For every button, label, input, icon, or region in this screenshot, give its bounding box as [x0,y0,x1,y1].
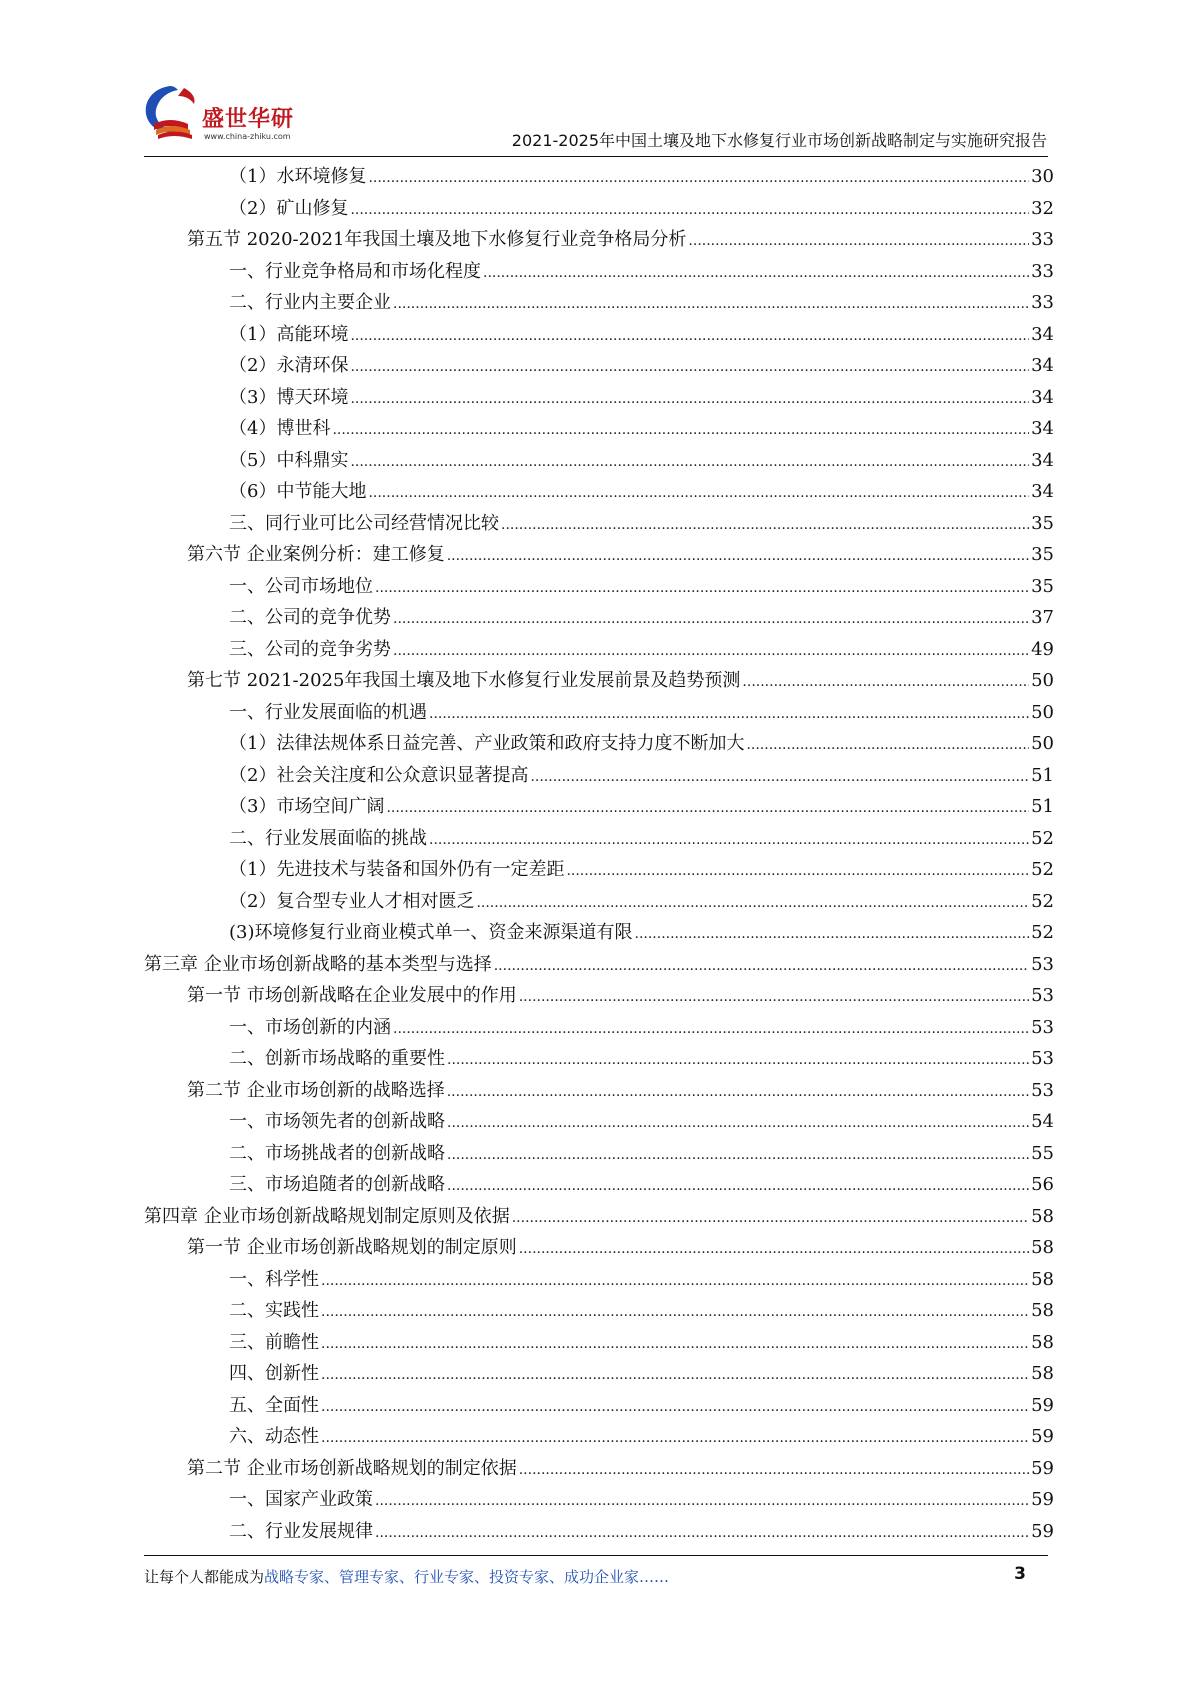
table-of-contents [0,161,1191,1547]
toc-leader-dots [350,447,1029,479]
toc-leader-dots [393,289,1029,321]
toc-entry-page: 35 [1031,512,1054,534]
toc-entry-page: 33 [1031,260,1054,282]
toc-entry-label: （2）矿山修复 [229,197,349,219]
toc-entry[interactable] [0,1232,1191,1264]
toc-entry[interactable] [0,350,1191,382]
toc-entry[interactable] [0,823,1191,855]
toc-entry-page: 53 [1031,1016,1054,1038]
toc-leader-dots [512,1203,1029,1235]
toc-entry-label: 三、前瞻性 [229,1331,319,1353]
toc-entry-label: （1）法律法规体系日益完善、产业政策和政府支持力度不断加大 [229,733,745,754]
toc-leader-dots [566,856,1029,888]
toc-entry-label: 第五节 2020-2021年我国土壤及地下水修复行业竞争格局分析 [187,229,687,250]
toc-entry-page: 32 [1031,197,1054,219]
toc-entry-label: （2）社会关注度和公众意识显著提高 [229,764,529,786]
toc-entry[interactable] [0,1484,1191,1516]
toc-leader-dots [519,1234,1029,1266]
toc-entry[interactable] [0,634,1191,666]
toc-entry-label: 二、实践性 [229,1300,319,1321]
toc-entry-label: 三、市场追随者的创新战略 [229,1174,445,1195]
logo-emblem-icon [140,82,204,142]
toc-entry-page: 33 [1031,292,1054,313]
toc-leader-dots [393,604,1029,636]
toc-entry-label: 二、行业发展面临的挑战 [229,827,427,849]
toc-entry-label: （2）复合型专业人才相对匮乏 [229,890,475,912]
toc-entry-page: 34 [1031,418,1054,439]
footer-divider [144,1555,1048,1556]
toc-entry-label: 二、创新市场战略的重要性 [229,1048,445,1069]
toc-leader-dots [447,1171,1029,1203]
toc-entry-label: 二、行业发展规律 [229,1520,373,1542]
toc-entry[interactable] [0,1075,1191,1107]
toc-entry-label: （5）中科鼎实 [229,449,349,471]
toc-entry-page: 54 [1031,1111,1054,1132]
toc-leader-dots [332,415,1029,447]
toc-entry[interactable] [0,287,1191,319]
toc-leader-dots [321,1266,1029,1298]
logo-url: www.china-zhiku.com [204,132,291,141]
toc-entry[interactable] [0,980,1191,1012]
toc-entry[interactable] [0,193,1191,225]
toc-leader-dots [350,195,1029,227]
toc-entry-label: 第四章 企业市场创新战略规划制定原则及依据 [144,1205,510,1227]
toc-entry[interactable] [0,539,1191,571]
toc-entry[interactable] [0,1390,1191,1422]
toc-entry[interactable] [0,1043,1191,1075]
toc-entry-label: 四、创新性 [229,1363,319,1384]
page-header [0,0,1191,158]
toc-entry-page: 52 [1031,922,1054,943]
toc-entry-page: 50 [1031,733,1054,754]
toc-entry-page: 52 [1031,859,1054,880]
toc-leader-dots [635,919,1030,951]
toc-entry[interactable] [0,1138,1191,1170]
toc-entry-page: 59 [1031,1520,1054,1542]
toc-entry-page: 51 [1031,764,1054,786]
toc-entry-label: 第一节 企业市场创新战略规划的制定原则 [187,1237,517,1258]
toc-leader-dots [429,699,1029,731]
toc-entry-label: 一、公司市场地位 [229,575,373,597]
toc-leader-dots [530,762,1029,794]
toc-entry-page: 52 [1031,890,1054,912]
toc-entry[interactable] [0,476,1191,508]
toc-entry-label: 三、公司的竞争劣势 [229,638,391,660]
toc-entry[interactable] [0,224,1191,256]
toc-entry[interactable] [0,319,1191,351]
slogan-prefix: 让每个人都能成为 [144,1568,265,1586]
toc-leader-dots [447,1077,1029,1109]
toc-entry-page: 53 [1031,1079,1054,1101]
toc-entry-label: 第二节 企业市场创新战略规划的制定依据 [187,1457,517,1479]
toc-entry-label: （4）博世科 [229,418,331,439]
toc-leader-dots [375,573,1029,605]
toc-leader-dots [321,1360,1029,1392]
toc-entry[interactable] [0,1327,1191,1359]
toc-entry[interactable] [0,886,1191,918]
toc-entry-page: 35 [1031,544,1054,565]
toc-leader-dots [742,667,1029,699]
toc-entry[interactable] [0,571,1191,603]
toc-entry-page: 59 [1031,1489,1054,1510]
toc-leader-dots [393,636,1029,668]
toc-entry-page: 34 [1031,323,1054,345]
toc-entry-page: 56 [1031,1174,1054,1195]
toc-entry[interactable] [0,1453,1191,1485]
toc-leader-dots [350,352,1029,384]
toc-leader-dots [350,321,1029,353]
toc-entry-page: 30 [1031,166,1054,187]
toc-leader-dots [447,1045,1029,1077]
toc-entry-label: 一、科学性 [229,1268,319,1290]
report-title: 2021-2025年中国土壤及地下水修复行业市场创新战略制定与实施研究报告 [511,131,1047,150]
slogan-highlight: 战略专家、管理专家、行业专家、投资专家、成功企业家…… [264,1568,670,1586]
company-logo [140,82,330,146]
toc-entry-label: （1）水环境修复 [229,166,367,187]
toc-leader-dots [501,510,1029,542]
toc-leader-dots [375,1486,1029,1518]
toc-entry[interactable] [0,1421,1191,1453]
toc-entry-page: 51 [1031,796,1054,817]
toc-entry-page: 35 [1031,575,1054,597]
toc-entry-page: 52 [1031,827,1054,849]
toc-entry[interactable] [0,1295,1191,1327]
toc-entry-page: 33 [1031,229,1054,250]
toc-entry-page: 34 [1031,355,1054,376]
toc-entry-label: (3)环境修复行业商业模式单一、资金来源渠道有限 [229,922,633,943]
toc-entry-label: （3）市场空间广阔 [229,796,385,817]
toc-leader-dots [375,1518,1029,1550]
toc-entry[interactable] [0,949,1191,981]
toc-entry-label: 二、行业内主要企业 [229,292,391,313]
toc-leader-dots [386,793,1029,825]
toc-entry[interactable] [0,1201,1191,1233]
toc-leader-dots [368,163,1029,195]
toc-entry[interactable] [0,791,1191,823]
toc-entry-label: 第七节 2021-2025年我国土壤及地下水修复行业发展前景及趋势预测 [187,670,741,691]
toc-entry[interactable] [0,760,1191,792]
toc-entry[interactable] [0,1516,1191,1548]
toc-leader-dots [429,825,1029,857]
toc-entry-label: 一、行业发展面临的机遇 [229,701,427,723]
toc-leader-dots [321,1297,1029,1329]
toc-leader-dots [321,1392,1029,1424]
toc-entry[interactable] [0,1012,1191,1044]
toc-entry-page: 58 [1031,1300,1054,1321]
toc-entry[interactable] [0,1106,1191,1138]
toc-leader-dots [321,1423,1029,1455]
toc-entry-page: 59 [1031,1457,1054,1479]
toc-entry[interactable] [0,382,1191,414]
toc-entry[interactable] [0,161,1191,193]
toc-leader-dots [494,951,1029,983]
toc-entry[interactable] [0,508,1191,540]
toc-leader-dots [483,258,1029,290]
toc-entry-page: 59 [1031,1426,1054,1447]
toc-entry-page: 49 [1031,638,1054,660]
toc-entry-label: 第二节 企业市场创新的战略选择 [187,1079,445,1101]
toc-entry-label: 二、市场挑战者的创新战略 [229,1142,445,1164]
toc-entry-label: 一、国家产业政策 [229,1489,373,1510]
toc-entry-label: 一、市场领先者的创新战略 [229,1111,445,1132]
toc-entry-label: 第六节 企业案例分析：建工修复 [187,544,445,565]
toc-entry-label: 一、市场创新的内涵 [229,1016,391,1038]
toc-entry-page: 34 [1031,386,1054,408]
toc-leader-dots [519,1455,1029,1487]
toc-entry-page: 50 [1031,701,1054,723]
toc-entry-label: （6）中节能大地 [229,481,367,502]
toc-leader-dots [688,226,1029,258]
toc-entry[interactable] [0,1264,1191,1296]
toc-entry-page: 58 [1031,1237,1054,1258]
page-number: 3 [1014,1564,1026,1584]
toc-entry-page: 58 [1031,1363,1054,1384]
toc-entry-label: （3）博天环境 [229,386,349,408]
footer-slogan [144,1566,669,1587]
toc-leader-dots [350,384,1029,416]
toc-entry-label: （2）永清环保 [229,355,349,376]
toc-leader-dots [447,541,1029,573]
toc-entry-page: 53 [1031,985,1054,1006]
logo-name: 盛世华研 [202,107,295,132]
toc-entry-label: 一、行业竞争格局和市场化程度 [229,260,481,282]
toc-entry[interactable] [0,665,1191,697]
toc-entry-page: 59 [1031,1394,1054,1416]
toc-entry-page: 53 [1031,953,1054,975]
toc-leader-dots [519,982,1029,1014]
toc-entry[interactable] [0,256,1191,288]
toc-leader-dots [476,888,1029,920]
toc-entry-label: 五、全面性 [229,1394,319,1416]
header-divider [144,156,1048,157]
toc-entry-page: 58 [1031,1205,1054,1227]
toc-entry[interactable] [0,917,1191,949]
toc-entry-label: （1）先进技术与装备和国外仍有一定差距 [229,859,565,880]
toc-leader-dots [746,730,1029,762]
toc-entry-page: 58 [1031,1331,1054,1353]
toc-entry-label: 第一节 市场创新战略在企业发展中的作用 [187,985,517,1006]
toc-entry[interactable] [0,697,1191,729]
toc-entry-label: 三、同行业可比公司经营情况比较 [229,512,499,534]
toc-entry-label: （1）高能环境 [229,323,349,345]
toc-entry[interactable] [0,413,1191,445]
toc-entry-page: 34 [1031,481,1054,502]
toc-entry[interactable] [0,1169,1191,1201]
toc-entry-page: 37 [1031,607,1054,628]
toc-entry-label: 六、动态性 [229,1426,319,1447]
toc-leader-dots [321,1329,1029,1361]
toc-entry-label: 二、公司的竞争优势 [229,607,391,628]
toc-entry-label: 第三章 企业市场创新战略的基本类型与选择 [144,953,492,975]
toc-leader-dots [447,1140,1029,1172]
toc-entry-page: 58 [1031,1268,1054,1290]
toc-leader-dots [447,1108,1029,1140]
toc-leader-dots [393,1014,1029,1046]
toc-entry[interactable] [0,445,1191,477]
toc-entry[interactable] [0,1358,1191,1390]
toc-entry[interactable] [0,602,1191,634]
toc-entry-page: 53 [1031,1048,1054,1069]
toc-entry-page: 50 [1031,670,1054,691]
toc-leader-dots [368,478,1029,510]
toc-entry-page: 34 [1031,449,1054,471]
toc-entry[interactable] [0,728,1191,760]
toc-entry-page: 55 [1031,1142,1054,1164]
toc-entry[interactable] [0,854,1191,886]
